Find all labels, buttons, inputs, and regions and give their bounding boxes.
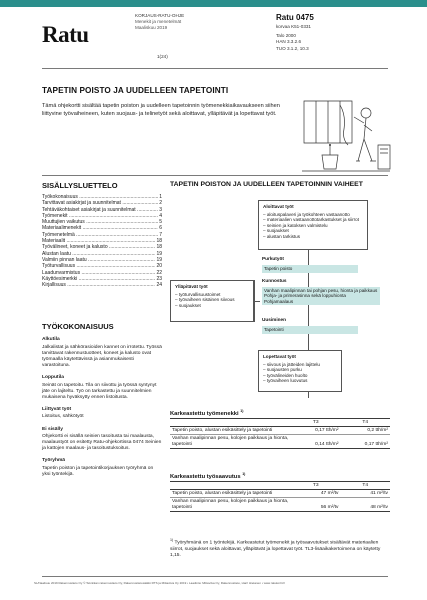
doc-code: HAN 3.3.2.6 xyxy=(276,39,302,45)
table-row xyxy=(170,435,390,449)
table-cell-label: Tapetin poisto, alustan esikäsittely ja tapetointi xyxy=(170,490,291,498)
table-header: T3 xyxy=(291,419,341,427)
toc-item-label: Alustan laatu ..... xyxy=(42,251,155,257)
lopettavat-item: – työvaiheen luovutus xyxy=(263,378,337,384)
series-sub: Menekit ja menetelmät xyxy=(135,19,182,25)
aloittavat-item: – alustan tarkistus xyxy=(263,234,363,240)
lopettavat-title: Lopettavat työt xyxy=(263,354,296,359)
table-header xyxy=(170,482,291,490)
aloittavat-item: – materiaalien vastaanottotarkastukset ja siirrot xyxy=(263,217,363,223)
toc-item-label: Laadunvarmistus ..... xyxy=(42,270,155,276)
toc-item-label: Valmiin pinnan laatu ..... xyxy=(42,257,155,263)
table-row xyxy=(170,490,390,498)
flow-heading: TAPETIN POISTON JA UUDELLEEN TAPETOINNIN VAIHEET xyxy=(170,181,363,188)
aloittavat-title: Aloittavat työt xyxy=(263,204,294,209)
lopettavat-box xyxy=(258,350,342,392)
table2-title-text: Karkeastettu työsaavutus xyxy=(170,473,241,480)
toc-item-page: 19 xyxy=(156,256,162,263)
doc-code: Talo 2000 xyxy=(276,33,296,39)
purkutyot-item: Tapetin poisto xyxy=(262,265,358,273)
header-meta xyxy=(135,13,184,32)
toc-item-label: Työmenetelmä ..... xyxy=(42,232,158,238)
tyomenekki-table xyxy=(170,418,390,449)
yllapitavat-item: – työvaiheen sisäinen siivous xyxy=(175,297,249,303)
info-block-title: Ei sisälly xyxy=(42,426,63,432)
table-row xyxy=(170,498,390,512)
lopettavat-item: – siivous ja jätteiden lajittelu xyxy=(263,362,337,368)
aloittavat-box xyxy=(258,200,368,250)
toc-item-label: Työvälineet, koneet ja kalusto ..... xyxy=(42,244,155,250)
uusiminen-item: Tapetointi xyxy=(262,326,358,334)
toc-item-page: 5 xyxy=(159,219,162,226)
uusiminen-title: Uusiminen xyxy=(262,317,286,322)
info-block-title: Alkutila xyxy=(42,337,60,342)
table1-title-sup: 1) xyxy=(240,409,244,413)
doc-replaces: korvaa K51-0331 xyxy=(276,24,311,29)
aloittavat-item: – suojaukset xyxy=(263,228,363,234)
toc-item-page: 4 xyxy=(159,212,162,219)
toc-item-label: Materiaalit ..... xyxy=(42,238,155,244)
kunnostus-title: Kunnostus xyxy=(262,278,287,283)
table1-title xyxy=(170,409,243,417)
tyokokonaisuus-blocks xyxy=(42,337,162,484)
info-block xyxy=(42,407,162,421)
info-block-title: Liittyvät työt xyxy=(42,406,72,412)
table-cell-t3: 47 m²/tv xyxy=(291,490,341,498)
worker-illustration xyxy=(300,95,392,175)
table-cell-t4: 48 m²/tv xyxy=(341,498,391,512)
toc-item[interactable] xyxy=(42,282,162,288)
yllapitavat-item: – työturvallisuustoimet xyxy=(175,292,249,298)
aloittavat-item: – aloituspalaveri ja työkohteen vastaanotto xyxy=(263,212,363,218)
info-block-text: Ohjekortti ei sisällä seinien tasoitusta tai maalausta, maalaustyöt on esitetty Ratu-ohjekortissa 0474 Seinien ja kattojen maalaus- ja tasoitustuksoitus. xyxy=(42,434,162,452)
toc-item-page: 19 xyxy=(156,250,162,257)
page-footer: SL/Naalisuu 2019 Rakennustieto Oy © Tekniikan rakennustieto Oy, Rakennustietosäätiö RTS ja Mittaviiva Oy 2019 • Laadinta: Mittaviiva Oy, Rakennustieto, Harri Hietanen • www.ratukortit.fi xyxy=(34,581,285,585)
table-cell-t4: 0,2 tth/m² xyxy=(341,427,391,435)
toc-item-page: 23 xyxy=(156,275,162,282)
doc-id: Ratu 0475 xyxy=(276,13,314,22)
kunnostus-item: Vanhan maalipinnan tai pohjan pesu, hionta ja paikkaus xyxy=(264,288,378,293)
toc-item-label: Kirjallisuus ..... xyxy=(42,282,155,288)
series-label: KORJAUS-RATU-OHJE xyxy=(135,13,185,18)
info-block-text: Jalkalistat ja sähkörasioiden kannet on irrotettu. Työssä tarvittavat rakennustuotteet, koneet ja kalusto ovat työmaalla käytettävissä ja asianmukaisesti varastoituna. xyxy=(42,344,162,368)
info-block xyxy=(42,375,162,401)
yllapitavat-item: – suojaukset xyxy=(175,303,249,309)
lopettavat-item: – suojausten purku xyxy=(263,367,337,373)
page-title: TAPETIN POISTO JA UUDELLEEN TAPETOINTI xyxy=(42,86,229,95)
table-header: T4 xyxy=(341,419,391,427)
toc-item-label: Työkokonaisuus ..... xyxy=(42,194,158,200)
toc-item-label: Käyttöesimerkki ..... xyxy=(42,276,155,282)
info-block-text: Listoitus, sähkötyöt xyxy=(42,414,84,420)
table-cell-t3: 56 m²/tv xyxy=(291,498,341,512)
kunnostus-item: Pohja- ja primerasinna sekä loppuhionta xyxy=(264,293,346,299)
toc-item-label: Muuttujien vaikutus ..... xyxy=(42,219,158,225)
table-cell-label: Tapetin poisto, alustan esikäsittely ja tapetointi xyxy=(170,427,291,435)
kunnostus-item: Pohjamaalaus xyxy=(264,298,294,304)
header-divider xyxy=(42,68,388,69)
table1-title-text: Karkeastettu työmenekki xyxy=(170,410,239,417)
toc-item-page: 7 xyxy=(159,231,162,238)
table-row xyxy=(170,427,390,435)
info-block-text: Seinät on tapetoitu. Tila on siivottu ja työssä syntynyt jäte on lajiteltu. Työ on tarkastettu ja suunnitelmien mukaisena hyväksytty ennen listoitusta. xyxy=(42,382,157,400)
table2-title-sup: 1) xyxy=(242,472,246,476)
tyokokonaisuus-heading: TYÖKOKONAISUUS xyxy=(42,322,114,331)
table-cell-t3: 0,17 tth/m² xyxy=(291,427,341,435)
footnote-marker: 1) xyxy=(170,538,174,542)
footnote-text: Työryhmänä on 1 työntekijä. Karkeastetut työmenekit ja työsaavutukset sisältävät materiaalien siirrot, suojaukset sekä aloittavat, ylläpitävät ja lopettavat työt. TL3-lisäaikakertoimena on käytetty 1,15. xyxy=(170,540,381,559)
toc-heading: SISÄLLYSLUETTELO xyxy=(42,181,118,190)
toc-item-page: 24 xyxy=(156,282,162,289)
info-block xyxy=(42,337,162,369)
lopettavat-item: – työvälineiden huolto xyxy=(263,373,337,379)
toc-item-label: Työmenekit ..... xyxy=(42,213,158,219)
table-header xyxy=(170,419,291,427)
info-block xyxy=(42,458,162,478)
purkutyot-title: Purkutyöt xyxy=(262,256,284,261)
table-cell-t4: 0,17 tth/m² xyxy=(341,435,391,449)
toc-item-label: Tehtäväkohtaiset asiakirjat ja suunnitelmat ..... xyxy=(42,207,158,213)
footnote xyxy=(170,537,392,560)
table-cell-t4: 41 m²/tv xyxy=(341,490,391,498)
toc-item-label: Työturvallisuus ..... xyxy=(42,263,155,269)
toc-item-page: 18 xyxy=(156,244,162,251)
table2-title xyxy=(170,472,245,480)
info-block-title: Työryhmä xyxy=(42,458,66,464)
table-header: T3 xyxy=(291,482,341,490)
toc-item-page: 18 xyxy=(156,238,162,245)
table-header-row xyxy=(170,482,390,490)
work-phase-flowchart xyxy=(170,190,390,405)
info-block xyxy=(42,427,162,453)
table-cell-label: Vanhan maalipinnan pesu, kolojen paikkaus ja hionta, tapetointi xyxy=(170,435,291,449)
toc-item-label: Tarvittavat asiakirjat ja suunnitelmat ..... xyxy=(42,200,158,206)
table-header-row xyxy=(170,419,390,427)
toc-list xyxy=(42,194,162,288)
toc-item-page: 22 xyxy=(156,269,162,276)
yllapitavat-box xyxy=(170,280,254,322)
toc-item-page: 1 xyxy=(159,194,162,200)
doc-code: TUO 3.1.2, 10.3 xyxy=(276,45,309,51)
section-divider xyxy=(42,175,388,176)
tyosaavutus-table xyxy=(170,481,390,512)
flow-connector xyxy=(254,301,260,302)
table-cell-label: Vanhan maalipinnan pesu, kolojen paikkaus ja hionta, tapetointi xyxy=(170,498,291,512)
toc-item-label: Materiaalimenekit ..... xyxy=(42,225,158,231)
page-number: 1(24) xyxy=(157,54,168,59)
yllapitavat-title: Ylläpitävät työt xyxy=(175,284,208,289)
kunnostus-items xyxy=(262,287,380,305)
toc-item-page: 20 xyxy=(156,263,162,270)
toc-item-page: 2 xyxy=(159,200,162,207)
toc-item-page: 3 xyxy=(159,206,162,213)
footer-divider xyxy=(42,576,388,577)
table-header: T4 xyxy=(341,482,391,490)
aloittavat-item: – seinien ja katoksen valmistelu xyxy=(263,223,363,229)
ratu-logo: Ratu xyxy=(42,22,89,47)
toc-item-page: 6 xyxy=(159,225,162,232)
info-block-title: Lopputila xyxy=(42,374,65,380)
info-block-text: Tapetin poiston ja tapetointikorjauksen työryhmä on yksi työntekijä. xyxy=(42,466,154,478)
table-cell-t3: 0,14 tth/m² xyxy=(291,435,341,449)
intro-text: Tämä ohjekortti sisältää tapetin poiston ja uudelleen tapetoinnin työmenekkiaikavaukseen siihen liittyvine työvaiheineen, kuten suojaus- ja telinetyöt sekä aloittavat, ylläpitävät ja lopettavat työt. xyxy=(42,103,280,117)
publish-date: Maaliskuu 2019 xyxy=(135,25,168,31)
doc-meta xyxy=(276,24,311,52)
top-accent-bar xyxy=(0,0,427,7)
